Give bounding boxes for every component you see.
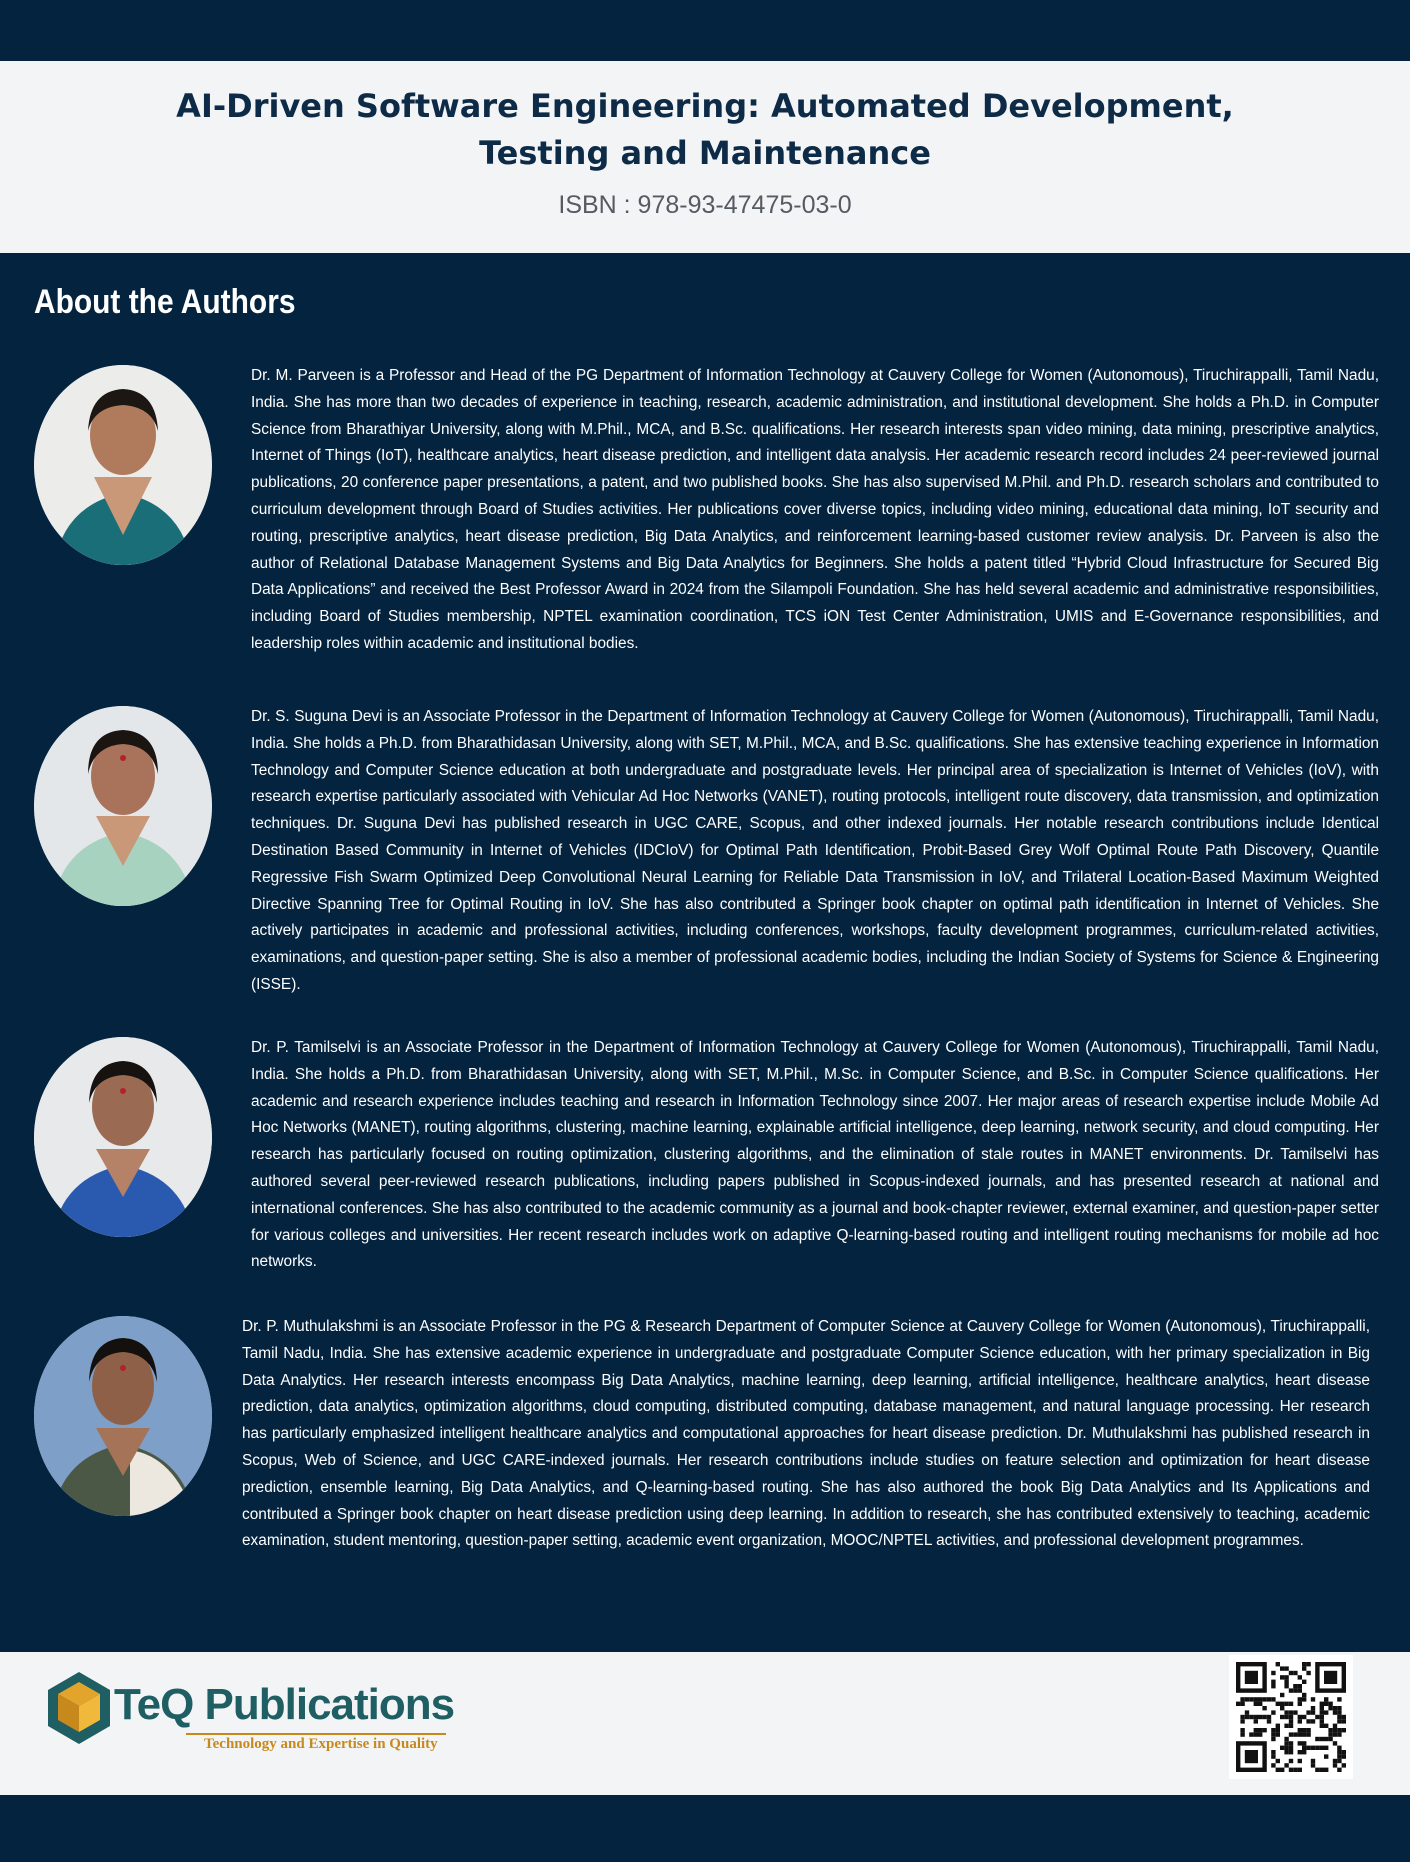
author-portrait-4-icon: [34, 1316, 212, 1516]
book-title: [0, 61, 1410, 177]
author-bio-4: Dr. P. Muthulakshmi is an Associate Professor in the PG & Research Department of Computer Science at Cauvery College for Women (Autonomous), Tiruchirappalli, Tamil Nadu, India. She has extensive academic experience in undergraduate and postgraduate Computer Science education, with her primary specialization in Big Data Analytics. Her research interests encompass Big Data Analytics, machine learning, deep learning, artificial intelligence, healthcare analytics, heart disease prediction, data analytics, optimization algorithms, cloud computing, distributed computing, database management, and natural language processing. Her research has particularly emphasized intelligent healthcare analytics and computational approaches for heart disease prediction. Dr. Muthulakshmi has published research in Scopus, Web of Science, and UGC CARE-indexed journals. Her research contributions include studies on feature selection and optimization for heart disease prediction, ensemble learning, Big Data Analytics, and Q-learning-based routing. She has also authored the book Big Data Analytics and Its Applications and contributed a Springer book chapter on heart disease prediction using deep learning. In addition to research, she has contributed extensively to teaching, academic examination, student mentoring, question-paper setting, academic event organization, MOOC/NPTEL activities, and professional development programmes.: [242, 1318, 1370, 1550]
isbn: ISBN : 978-93-47475-03-0: [558, 191, 852, 219]
bottom-band: [0, 1795, 1410, 1862]
book-header: [0, 61, 1410, 253]
author-portrait-1-icon: [34, 365, 212, 565]
author-bio-1: Dr. M. Parveen is a Professor and Head of the PG Department of Information Technology at Cauvery College for Women (Autonomous), Tiruchirappalli, Tamil Nadu, India. She has more than two decades of experience in teaching, research, academic administration, and institutional development. She holds a Ph.D. in Computer Science from Bharathiyar University, along with M.Phil., MCA, and B.Sc. qualifications. Her research interests span video mining, data mining, prescriptive analytics, Internet of Things (IoT), healthcare analytics, heart disease prediction, and intelligent data analysis. Her academic research record includes 24 peer-reviewed journal publications, 20 conference paper presentations, a patent, and two published books. She has also supervised M.Phil. and Ph.D. research scholars and contributed to curriculum development through Board of Studies activities. Her publications cover diverse topics, including video mining, educational data mining, IoT security and routing, prescriptive analytics, heart disease prediction, Big Data Analytics, and reinforcement learning-based customer review analysis. Dr. Parveen is also the author of Relational Database Management Systems and Big Data Analytics for Beginners. She holds a patent titled “Hybrid Cloud Infrastructure for Secured Big Data Applications” and received the Best Professor Award in 2024 from the Silampoli Foundation. She has held several academic and administrative responsibilities, including Board of Studies membership, NPTEL examination coordination, TCS iON Test Center Administration, UMIS and E-Governance responsibilities, and leadership roles within academic and institutional bodies.: [251, 367, 1379, 652]
qr-code-icon[interactable]: [1229, 1655, 1353, 1779]
author-portrait-2-icon: [34, 706, 212, 906]
publisher-footer: [0, 1652, 1410, 1795]
author-portrait-3-icon: [34, 1037, 212, 1237]
author-bio-2: Dr. S. Suguna Devi is an Associate Professor in the Department of Information Technology at Cauvery College for Women (Autonomous), Tiruchirappalli, Tamil Nadu, India. She holds a Ph.D. from Bharathidasan University, along with SET, M.Phil., MCA, and B.Sc. qualifications. She has extensive teaching experience in Information Technology and Computer Science education at both undergraduate and postgraduate levels. Her principal area of specialization is Internet of Vehicles (IoV), with research expertise particularly associated with Vehicular Ad Hoc Networks (VANET), routing protocols, intelligent route discovery, data transmission, and optimization techniques. Dr. Suguna Devi has published research in UGC CARE, Scopus, and other indexed journals. Her notable research contributions include Identical Destination Based Community in Internet of Vehicles (IDCIoV) for Optimal Path Identification, Probit-Based Grey Wolf Optimal Route Path Discovery, Quantile Regressive Fish Swarm Optimized Deep Convolutional Neural Learning for Reliable Data Transmission in IoV, and Trilateral Location-Based Maximum Weighted Directive Spanning Tree for Optimal Routing in IoV. She has also contributed a Springer book chapter on optimal path identification in Internet of Vehicles. She actively participates in academic and professional activities, including conferences, workshops, faculty development programmes, curriculum-related activities, examinations, and question-paper setting. She is also a member of professional academic bodies, including the Indian Society of Systems for Science & Engineering (ISSE).: [251, 708, 1379, 993]
publisher-tagline: Technology and Expertise in Quality: [204, 1736, 438, 1752]
about-authors-section: [0, 253, 1410, 1652]
section-title: About the Authors: [34, 283, 296, 321]
book-title-line-2: Testing and Maintenance: [479, 134, 931, 172]
top-band: [0, 0, 1410, 61]
book-title-line-1: AI-Driven Software Engineering: Automated Development,: [176, 87, 1234, 125]
logo-underline: [186, 1733, 446, 1735]
author-bio-3: Dr. P. Tamilselvi is an Associate Professor in the Department of Information Technology at Cauvery College for Women (Autonomous), Tiruchirappalli, Tamil Nadu, India. She holds a Ph.D. from Bharathidasan University, along with SET, M.Phil., M.Sc. in Computer Science, and B.Sc. in Computer Science qualifications. Her academic and research experience includes teaching and research in Information Technology since 2007. Her major areas of research expertise include Mobile Ad Hoc Networks (MANET), routing algorithms, clustering, machine learning, explainable artificial intelligence, deep learning, network security, and cloud computing. Her research has particularly focused on routing optimization, clustering algorithms, and the elimination of stale routes in MANET environments. Dr. Tamilselvi has authored several peer-reviewed research publications, including papers published in Scopus-indexed journals, and has presented research at national and international conferences. She has also contributed to the academic community as a journal and book-chapter reviewer, external examiner, and question-paper setter for various colleges and universities. Her recent research includes work on adaptive Q-learning-based routing and intelligent routing mechanisms for mobile ad hoc networks.: [251, 1039, 1379, 1271]
qr-code-graphic: [1229, 1655, 1353, 1779]
publisher-name: TeQ Publications: [114, 1680, 455, 1729]
publisher-logo[interactable]: [46, 1670, 466, 1760]
teq-cube-logo-icon: [46, 1670, 112, 1746]
